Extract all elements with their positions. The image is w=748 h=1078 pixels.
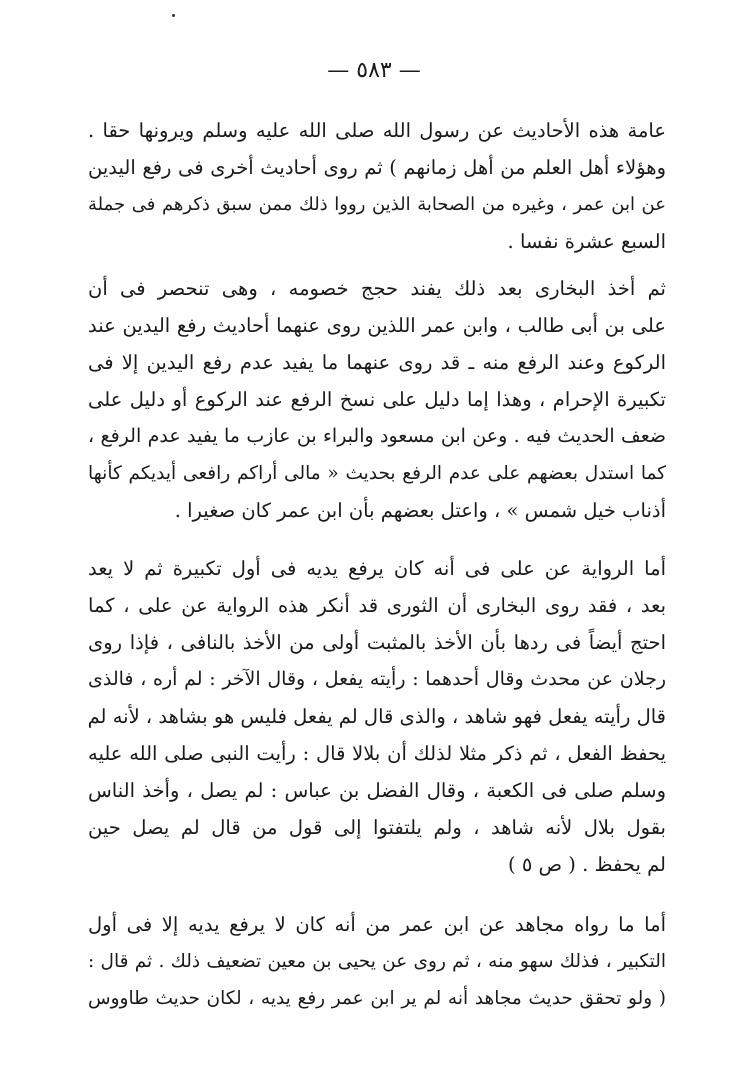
text-line: بعد ، فقد روى البخارى أن الثورى قد أنكر هذه الرواية عن على ، كما	[88, 594, 666, 617]
text-line: وسلم صلى فى الكعبة ، وقال الفضل بن عباس : لم يصل ، وأخذ الناس	[88, 779, 666, 802]
text-line: كما استدل بعضهم على عدم الرفع بحديث « مالى أراكم رافعى أيديكم كأنها	[88, 463, 666, 484]
text-line: السبع عشرة نفسا .	[507, 230, 666, 253]
text-line: على بن أبى طالب ، وابن عمر اللذين روى عنهما أحاديث رفع اليدين عند	[88, 314, 666, 337]
text-line: بقول بلال لأنه شاهد ، ولم يلتفتوا إلى قول من قال لم يصل حين	[88, 816, 666, 839]
text-line: عن ابن عمر ، وغيره من الصحابة الذين رووا ذلك ممن سبق ذكرهم فى جملة	[88, 194, 666, 215]
text-line: قال رأيته يفعل فهو شاهد ، والذى قال لم يفعل فليس هو بشاهد ، لأنه لم	[88, 705, 666, 728]
text-line: احتج أيضاً فى ردها بأن الأخذ بالمثبت أولى من الأخذ بالنافى ، فإذا روى	[88, 631, 666, 654]
paragraph-3	[88, 550, 666, 883]
paragraph-1	[88, 112, 666, 260]
page-number: — ٥٨٣ —	[327, 58, 421, 83]
text-line: يحفظ الفعل ، ثم ذكر مثلا لذلك أن بلالا قال : رأيت النبى صلى الله عليه	[88, 742, 666, 765]
text-line: تكبيرة الإحرام ، وهذا إما دليل على نسخ الرفع عند الركوع أو دليل على	[88, 388, 666, 411]
text-line: ضعف الحديث فيه . وعن ابن مسعود والبراء بن عازب ما يفيد عدم الرفع ،	[88, 425, 666, 447]
text-line: ( ولو تحقق حديث مجاهد أنه لم ير ابن عمر رفع يديه ، لكان حديث طاووس	[88, 988, 666, 1009]
text-line: أما ما رواه مجاهد عن ابن عمر من أنه كان لا يرفع يديه إلا فى أول	[88, 913, 666, 936]
text-line: لم يحفظ . ( ص ٥ )	[508, 853, 666, 876]
text-line: أذناب خيل شمس » ، واعتل بعضهم بأن ابن عمر كان صغيرا .	[174, 499, 666, 522]
text-line: الركوع وعند الرفع منه ـ قد روى عنهما ما يفيد عدم رفع اليدين إلا فى	[88, 351, 666, 374]
text-line: رجلان عن محدث وقال أحدهما : رأيته يفعل ، وقال الآخر : لم أره ، فالذى	[88, 668, 666, 690]
text-line: وهؤلاء أهل العلم من أهل زمانهم ) ثم روى أحاديث أخرى فى رفع اليدين	[88, 156, 666, 179]
text-line: التكبير ، فذلك سهو منه ، ثم روى عن يحيى بن معين تضعيف ذلك . ثم قال :	[88, 951, 666, 972]
paragraph-2	[88, 270, 666, 529]
page-speck	[172, 14, 175, 17]
paragraph-4	[88, 906, 666, 1017]
text-line: أما الرواية عن على فى أنه كان يرفع يديه فى أول تكبيرة ثم لا يعد	[88, 557, 666, 580]
text-line: ثم أخذ البخارى بعد ذلك يفند حجج خصومه ، وهى تنحصر فى أن	[88, 277, 666, 300]
text-line: عامة هذه الأحاديث عن رسول الله صلى الله عليه وسلم ويرونها حقا .	[88, 119, 666, 142]
